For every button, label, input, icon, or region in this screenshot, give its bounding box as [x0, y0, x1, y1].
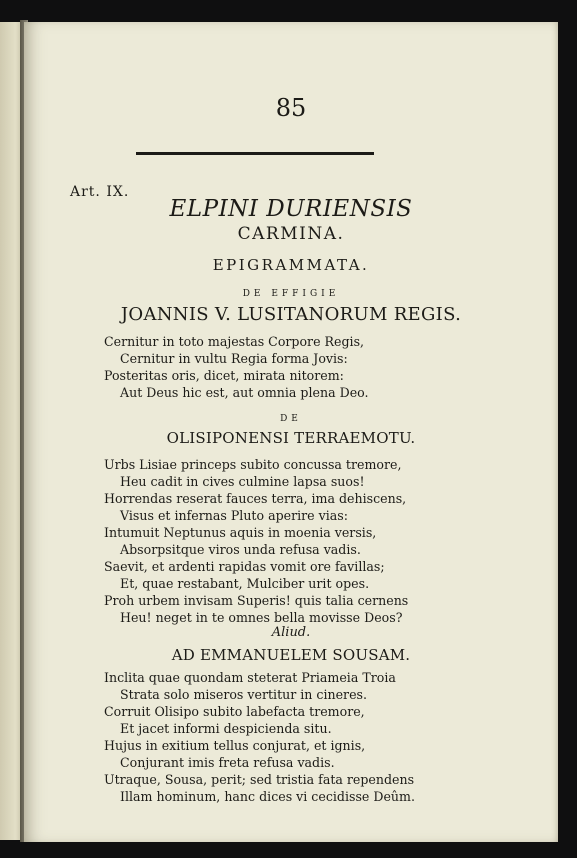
verse-line: Et jacet informi despicienda situ.: [120, 721, 332, 736]
author-heading: ELPINI DURIENSIS: [169, 196, 413, 222]
verse-line: Illam hominum, hanc dices vi cecidisse Deûm.: [120, 789, 415, 804]
article-label: Art. IX.: [70, 184, 130, 200]
verse-line: Saevit, et ardenti rapidas vomit ore favillas;: [104, 559, 385, 574]
verse-line: Inclita quae quondam steterat Priameia Troia: [104, 670, 396, 685]
verse-line: Posteritas oris, dicet, mirata nitorem:: [104, 368, 344, 383]
book-page: [24, 22, 558, 842]
verse-line: Visus et infernas Pluto aperire vias:: [120, 508, 348, 523]
verse-line: Cernitur in toto majestas Corpore Regis,: [104, 334, 365, 349]
verse-line: Heu cadit in cives culmine lapsa suos!: [120, 474, 365, 489]
poem1-title: JOANNIS V. LUSITANORUM REGIS.: [120, 304, 462, 325]
verse-line: Et, quae restabant, Mulciber urit opes.: [120, 576, 370, 591]
poem2-title: OLISIPONENSI TERRAEMOTU.: [166, 429, 416, 447]
verse-line: Cernitur in vultu Regia forma Jovis:: [120, 351, 348, 366]
verse-line: Heu! neget in te omnes bella movisse Deos?: [120, 610, 403, 625]
verse-line: Urbs Lisiae princeps subito concussa tremore,: [104, 457, 402, 472]
verse-line: Intumuit Neptunus aquis in moenia versis,: [104, 525, 377, 540]
work-heading: CARMINA.: [237, 224, 345, 244]
verse-line: Corruit Olisipo subito labefacta tremore,: [104, 704, 365, 719]
header-rule: [136, 152, 374, 155]
verse-line: Aut Deus hic est, aut omnia plena Deo.: [120, 385, 369, 400]
verse-line: Strata solo miseros vertitur in cineres.: [120, 687, 367, 702]
verse-line: Utraque, Sousa, perit; sed tristia fata rependens: [104, 772, 415, 787]
poem3-kicker: Aliud.: [271, 625, 311, 640]
verse-line: Proh urbem invisam Superis! quis talia cernens: [104, 593, 409, 608]
section-heading: EPIGRAMMATA.: [212, 256, 370, 274]
verse-line: Absorpsitque viros unda refusa vadis.: [120, 542, 361, 557]
poem2-kicker: DE: [280, 414, 302, 424]
poem1-kicker: DE EFFIGIE: [242, 289, 340, 299]
verse-line: Hujus in exitium tellus conjurat, et ignis,: [104, 738, 366, 753]
verse-line: Horrendas reserat fauces terra, ima dehiscens,: [104, 491, 407, 506]
page-number: 85: [275, 94, 307, 122]
verse-line: Conjurant imis freta refusa vadis.: [120, 755, 335, 770]
poem3-title: AD EMMANUELEM SOUSAM.: [171, 646, 411, 664]
